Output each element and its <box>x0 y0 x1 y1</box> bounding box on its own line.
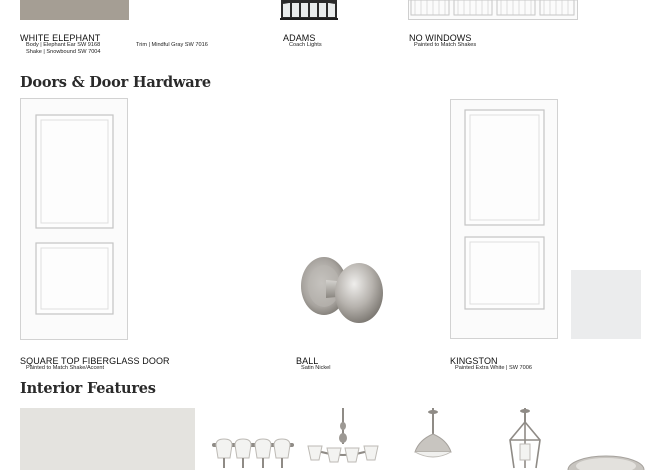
no-windows-title: NO WINDOWS <box>409 33 472 43</box>
garage-door-image <box>408 0 578 20</box>
kingston-sub: Painted Extra White | SW 7006 <box>455 365 533 371</box>
kingston-title: KINGSTON <box>450 356 498 366</box>
vanity-light-image <box>210 436 296 470</box>
ball-knob-image <box>296 252 386 328</box>
no-windows-sub: Painted to Match Shakes <box>414 42 477 48</box>
square-top-door-sub: Painted to Match Shake/Accent <box>26 365 105 371</box>
chandelier-image <box>305 408 381 470</box>
square-top-door-title: SQUARE TOP FIBERGLASS DOOR <box>20 356 170 366</box>
white-elephant-title: WHITE ELEPHANT <box>20 33 101 43</box>
white-elephant-swatch <box>20 0 129 20</box>
ball-title: BALL <box>296 356 319 366</box>
white-elephant-shake-line: Shake | Snowbound SW 7004 <box>26 49 101 55</box>
coach-light-image <box>280 0 338 20</box>
interior-section-heading: Interior Features <box>20 380 156 397</box>
pendant-light-image <box>405 408 461 470</box>
doors-section-heading: Doors & Door Hardware <box>20 74 211 91</box>
interior-swatch <box>20 408 195 470</box>
ball-sub: Satin Nickel <box>301 365 331 371</box>
white-elephant-body-line: Body | Elephant Ear SW 9168 <box>26 42 101 48</box>
flush-mount-image <box>566 452 646 470</box>
kingston-swatch <box>571 270 641 339</box>
square-top-door-image <box>20 98 128 340</box>
white-elephant-trim-line: Trim | Mindful Gray SW 7016 <box>136 42 208 48</box>
cage-pendant-image <box>500 408 550 470</box>
kingston-door-image <box>450 99 558 339</box>
adams-sub: Coach Lights <box>289 42 322 48</box>
adams-title: ADAMS <box>283 33 316 43</box>
